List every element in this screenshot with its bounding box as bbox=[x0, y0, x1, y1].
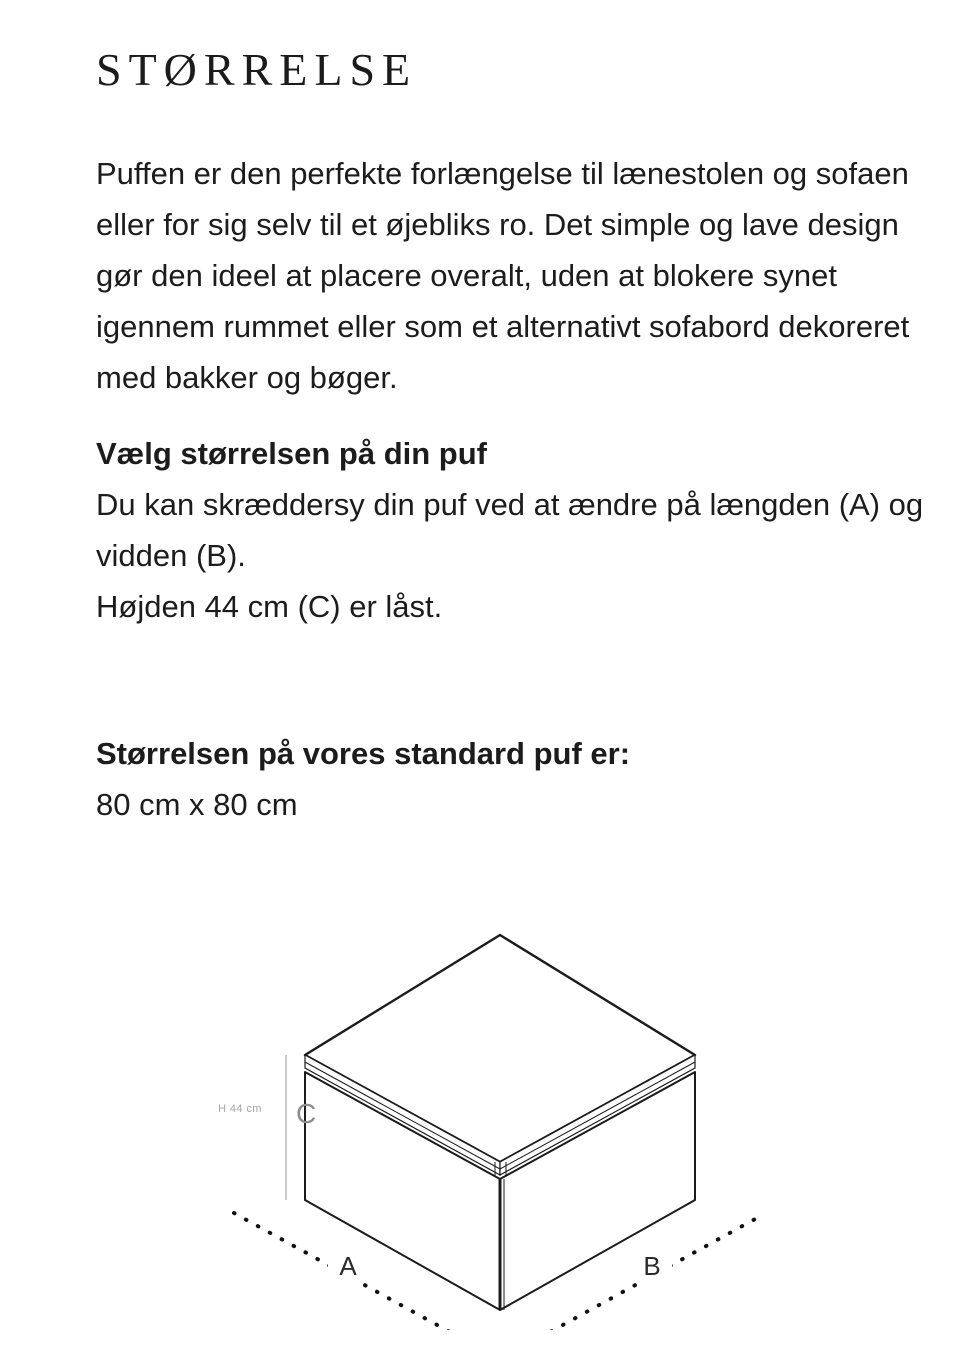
dimension-label-b: B bbox=[643, 1251, 661, 1281]
ottoman-dimension-diagram bbox=[200, 890, 760, 1330]
choose-size-block bbox=[96, 428, 946, 632]
standard-size-value: 80 cm x 80 cm bbox=[96, 787, 298, 822]
dimension-label-c: C bbox=[296, 1098, 317, 1129]
page-title: STØRRELSE bbox=[96, 43, 418, 95]
intro-paragraph: Puffen er den perfekte forlængelse til lænestolen og sofaen eller for sig selv til et øjebliks ro. Det simple og lave design gør den ideel at placere overalt, uden at blokere synet igennem rummet eller som et alternativt sofabord dekoreret med bakker og bøger. bbox=[96, 156, 910, 395]
intro-paragraph-block bbox=[96, 148, 946, 403]
choose-size-line-2: Højden 44 cm (C) er låst. bbox=[96, 589, 443, 624]
standard-size-heading: Størrelsen på vores standard puf er: bbox=[96, 736, 631, 771]
standard-size-block bbox=[96, 728, 946, 830]
ottoman-drawing-svg bbox=[200, 890, 760, 1330]
height-value-label: H 44 cm bbox=[218, 1103, 262, 1115]
choose-size-heading: Vælg størrelsen på din puf bbox=[96, 436, 487, 471]
choose-size-line-1: Du kan skræddersy din puf ved at ændre på længden (A) og vidden (B). bbox=[96, 487, 924, 573]
dimension-label-a: A bbox=[339, 1251, 357, 1281]
